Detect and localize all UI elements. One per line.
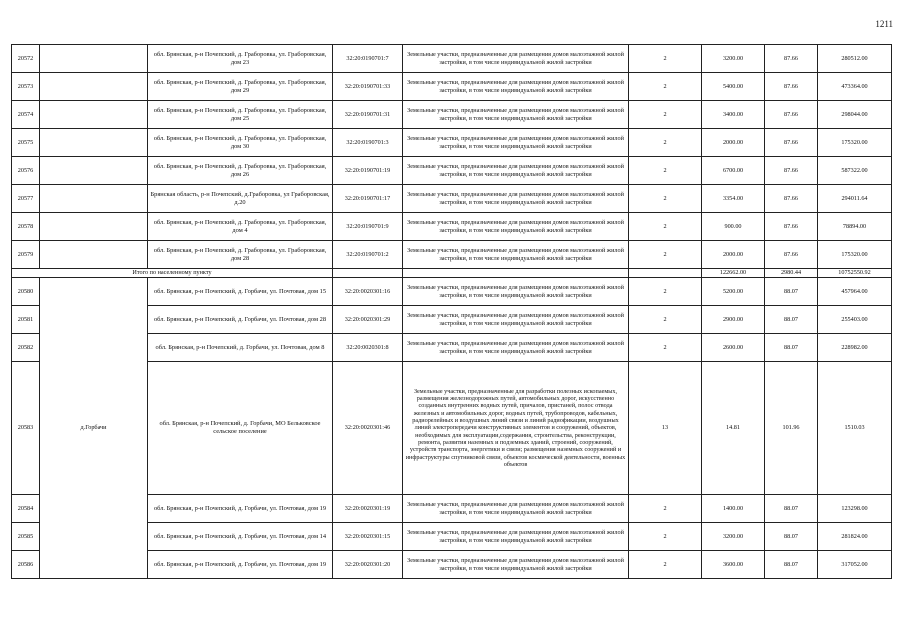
cadastral-number: 32:20:0020301:20 — [333, 551, 403, 579]
locality-column-cell — [40, 213, 148, 241]
land-use-cell: Земельные участки, предназначенные для размещения домов малоэтажной жилой застройки, в том числе индивидуальной жилой застройки — [403, 306, 629, 334]
use-code: 2 — [629, 523, 702, 551]
cadastral-number: 32:20:0020301:15 — [333, 523, 403, 551]
cadastral-value: 294011.64 — [818, 185, 892, 213]
subtotal-label: Итого по населенному пункту — [12, 269, 333, 278]
rows-section-a — [12, 45, 892, 269]
table-row — [12, 101, 892, 129]
cadastral-number: 32:20:0020301:29 — [333, 306, 403, 334]
table-row — [12, 185, 892, 213]
land-use-cell: Земельные участки, предназначенные для размещения домов малоэтажной жилой застройки, в том числе индивидуальной жилой застройки — [403, 101, 629, 129]
record-number: 20583 — [12, 362, 40, 495]
locality-column-cell — [40, 101, 148, 129]
rate-value: 87.66 — [765, 45, 818, 73]
locality-name: д.Горбачи — [40, 278, 148, 579]
rate-value: 87.66 — [765, 101, 818, 129]
cadastral-value: 473364.00 — [818, 73, 892, 101]
land-use-cell: Земельные участки, предназначенные для размещения домов малоэтажной жилой застройки, в том числе индивидуальной жилой застройки — [403, 334, 629, 362]
cadastral-value: 123298.00 — [818, 495, 892, 523]
address-cell: обл. Брянская, р-н Почепский, д. Горбачи, МО Бельковское сельское поселение — [148, 362, 333, 495]
area-value: 3600.00 — [702, 551, 765, 579]
land-use-cell: Земельные участки, предназначенные для размещения домов малоэтажной жилой застройки, в том числе индивидуальной жилой застройки — [403, 129, 629, 157]
table-row — [12, 73, 892, 101]
area-value: 1400.00 — [702, 495, 765, 523]
cadastral-number: 32:20:0020301:46 — [333, 362, 403, 495]
record-number: 20577 — [12, 185, 40, 213]
address-cell: обл. Брянская, р-н Почепский, д. Горбачи, ул. Почтовая, дом 15 — [148, 278, 333, 306]
rate-value: 88.07 — [765, 278, 818, 306]
area-value: 2900.00 — [702, 306, 765, 334]
use-code: 2 — [629, 45, 702, 73]
address-cell: обл. Брянская, р-н Почепский, д. Граборовка, ул. Граборовская, дом 30 — [148, 129, 333, 157]
use-code: 2 — [629, 334, 702, 362]
record-number: 20586 — [12, 551, 40, 579]
subtotal-empty-cell — [629, 269, 702, 278]
rate-value: 87.66 — [765, 129, 818, 157]
area-value: 6700.00 — [702, 157, 765, 185]
land-use-cell: Земельные участки, предназначенные для размещения домов малоэтажной жилой застройки, в том числе индивидуальной жилой застройки — [403, 213, 629, 241]
subtotal-rate: 2980.44 — [765, 269, 818, 278]
locality-column-cell — [40, 129, 148, 157]
cadastral-number: 32:20:0020301:19 — [333, 495, 403, 523]
cadastral-number: 32:20:0020301:8 — [333, 334, 403, 362]
record-number: 20576 — [12, 157, 40, 185]
land-use-cell: Земельные участки, предназначенные для размещения домов малоэтажной жилой застройки, в том числе индивидуальной жилой застройки — [403, 157, 629, 185]
cadastral-number: 32:20:0190701:33 — [333, 73, 403, 101]
address-cell: обл. Брянская, р-н Почепский, д. Горбачи, ул. Почтовая, дом 19 — [148, 551, 333, 579]
land-use-cell: Земельные участки, предназначенные для размещения домов малоэтажной жилой застройки, в том числе индивидуальной жилой застройки — [403, 73, 629, 101]
land-use-cell: Земельные участки, предназначенные для размещения домов малоэтажной жилой застройки, в том числе индивидуальной жилой застройки — [403, 278, 629, 306]
cadastral-value: 317052.00 — [818, 551, 892, 579]
locality-column-cell — [40, 73, 148, 101]
rate-value: 101.96 — [765, 362, 818, 495]
table-row — [12, 157, 892, 185]
area-value: 900.00 — [702, 213, 765, 241]
area-value: 2000.00 — [702, 241, 765, 269]
use-code: 2 — [629, 278, 702, 306]
use-code: 2 — [629, 101, 702, 129]
cadastral-value: 78894.00 — [818, 213, 892, 241]
use-code: 2 — [629, 185, 702, 213]
rate-value: 88.07 — [765, 495, 818, 523]
address-cell: обл. Брянская, р-н Почепский, д. Граборовка, ул. Граборовская, дом 4 — [148, 213, 333, 241]
area-value: 3200.00 — [702, 523, 765, 551]
address-cell: обл. Брянская, р-н Почепский, д. Горбачи, ул. Почтовая, дом 14 — [148, 523, 333, 551]
use-code: 2 — [629, 495, 702, 523]
table-row — [12, 278, 892, 306]
land-use-cell: Земельные участки, предназначенные для размещения домов малоэтажной жилой застройки, в том числе индивидуальной жилой застройки — [403, 185, 629, 213]
record-number: 20575 — [12, 129, 40, 157]
cadastral-value: 228982.00 — [818, 334, 892, 362]
locality-column-cell — [40, 157, 148, 185]
land-registry-table — [11, 44, 892, 579]
use-code: 2 — [629, 213, 702, 241]
rate-value: 87.66 — [765, 185, 818, 213]
land-use-cell: Земельные участки, предназначенные для размещения домов малоэтажной жилой застройки, в том числе индивидуальной жилой застройки — [403, 495, 629, 523]
area-value: 5200.00 — [702, 278, 765, 306]
rate-value: 88.07 — [765, 334, 818, 362]
land-use-cell: Земельные участки, предназначенные для размещения домов малоэтажной жилой застройки, в том числе индивидуальной жилой застройки — [403, 241, 629, 269]
cadastral-number: 32:20:0190701:31 — [333, 101, 403, 129]
locality-column-cell — [40, 185, 148, 213]
use-code: 2 — [629, 241, 702, 269]
use-code: 2 — [629, 306, 702, 334]
table-row — [12, 241, 892, 269]
cadastral-number: 32:20:0190701:19 — [333, 157, 403, 185]
cadastral-number: 32:20:0020301:16 — [333, 278, 403, 306]
rate-value: 87.66 — [765, 241, 818, 269]
cadastral-value: 175320.00 — [818, 129, 892, 157]
cadastral-value: 457964.00 — [818, 278, 892, 306]
cadastral-value: 280512.00 — [818, 45, 892, 73]
table-row — [12, 45, 892, 73]
rate-value: 88.07 — [765, 551, 818, 579]
subtotal-empty-cell — [333, 269, 403, 278]
address-cell: обл. Брянская, р-н Почепский, д. Горбачи, ул. Почтовая, дом 19 — [148, 495, 333, 523]
address-cell: обл. Брянская, р-н Почепский, д. Граборовка, ул. Граборовская, дом 25 — [148, 101, 333, 129]
address-cell: обл. Брянская, р-н Почепский, д. Граборовка, ул. Граборовская, дом 29 — [148, 73, 333, 101]
rate-value: 88.07 — [765, 523, 818, 551]
cadastral-value: 1510.03 — [818, 362, 892, 495]
page-number: 1211 — [875, 19, 893, 29]
cadastral-value: 298044.00 — [818, 101, 892, 129]
address-cell: обл. Брянская, р-н Почепский, д. Горбачи, ул. Почтовая, дом 28 — [148, 306, 333, 334]
address-cell: обл. Брянская, р-н Почепский, д. Горбачи, ул. Почтовая, дом 8 — [148, 334, 333, 362]
rate-value: 87.66 — [765, 73, 818, 101]
subtotal-value: 10752550.92 — [818, 269, 892, 278]
rows-section-b — [12, 278, 892, 579]
area-value: 3400.00 — [702, 101, 765, 129]
area-value: 2000.00 — [702, 129, 765, 157]
rate-value: 87.66 — [765, 213, 818, 241]
subtotal-section — [12, 269, 892, 278]
use-code: 2 — [629, 157, 702, 185]
record-number: 20584 — [12, 495, 40, 523]
area-value: 14.81 — [702, 362, 765, 495]
address-cell: обл. Брянская, р-н Почепский, д. Граборовка, ул. Граборовская, дом 23 — [148, 45, 333, 73]
record-number: 20573 — [12, 73, 40, 101]
table-row — [12, 213, 892, 241]
cadastral-number: 32:20:0190701:17 — [333, 185, 403, 213]
record-number: 20578 — [12, 213, 40, 241]
locality-column-cell — [40, 45, 148, 73]
use-code: 2 — [629, 551, 702, 579]
record-number: 20580 — [12, 278, 40, 306]
area-value: 2600.00 — [702, 334, 765, 362]
record-number: 20579 — [12, 241, 40, 269]
cadastral-value: 175320.00 — [818, 241, 892, 269]
cadastral-number: 32:20:0190701:3 — [333, 129, 403, 157]
cadastral-value: 255403.00 — [818, 306, 892, 334]
use-code: 13 — [629, 362, 702, 495]
land-use-cell: Земельные участки, предназначенные для разработки полезных ископаемых, размещения железнодорожных путей, автомобильных дорог, искусственно созданных внутренних водных путей, причалов, пристаней, полос отвода железных и автомобильных дорог, водных путей, трубопроводов, кабельных, радиорелейных и воздушных линий связи и линий радиофикации, воздушных линий электропередачи конструктивных элементов и сооружений, объектов, необходимых для эксплуатации,содержания, строительства, реконструкции, ремонта, развития наземных и подземных зданий, строений, сооружений, устройств транспорта, энергетики и связи; размещения наземных сооружений и инфраструктуры спутниковой связи, объектов космической деятельности, военных объектов — [403, 362, 629, 495]
record-number: 20585 — [12, 523, 40, 551]
address-cell: обл. Брянская, р-н Почепский, д. Граборовка, ул. Граборовская, дом 28 — [148, 241, 333, 269]
area-value: 3354.00 — [702, 185, 765, 213]
record-number: 20582 — [12, 334, 40, 362]
use-code: 2 — [629, 73, 702, 101]
record-number: 20574 — [12, 101, 40, 129]
cadastral-number: 32:20:0190701:2 — [333, 241, 403, 269]
land-use-cell: Земельные участки, предназначенные для размещения домов малоэтажной жилой застройки, в том числе индивидуальной жилой застройки — [403, 45, 629, 73]
area-value: 5400.00 — [702, 73, 765, 101]
use-code: 2 — [629, 129, 702, 157]
land-use-cell: Земельные участки, предназначенные для размещения домов малоэтажной жилой застройки, в том числе индивидуальной жилой застройки — [403, 551, 629, 579]
rate-value: 87.66 — [765, 157, 818, 185]
subtotal-empty-cell — [403, 269, 629, 278]
cadastral-number: 32:20:0190701:7 — [333, 45, 403, 73]
address-cell: Брянская область, р-н Почепский, д.Граборовка, ул Граборовская, д.20 — [148, 185, 333, 213]
rate-value: 88.07 — [765, 306, 818, 334]
cadastral-value: 587322.00 — [818, 157, 892, 185]
land-use-cell: Земельные участки, предназначенные для размещения домов малоэтажной жилой застройки, в том числе индивидуальной жилой застройки — [403, 523, 629, 551]
subtotal-row — [12, 269, 892, 278]
subtotal-area: 122662.00 — [702, 269, 765, 278]
table-row — [12, 129, 892, 157]
locality-column-cell — [40, 241, 148, 269]
record-number: 20581 — [12, 306, 40, 334]
cadastral-number: 32:20:0190701:9 — [333, 213, 403, 241]
cadastral-value: 281824.00 — [818, 523, 892, 551]
area-value: 3200.00 — [702, 45, 765, 73]
address-cell: обл. Брянская, р-н Почепский, д. Граборовка, ул. Граборовская, дом 26 — [148, 157, 333, 185]
record-number: 20572 — [12, 45, 40, 73]
